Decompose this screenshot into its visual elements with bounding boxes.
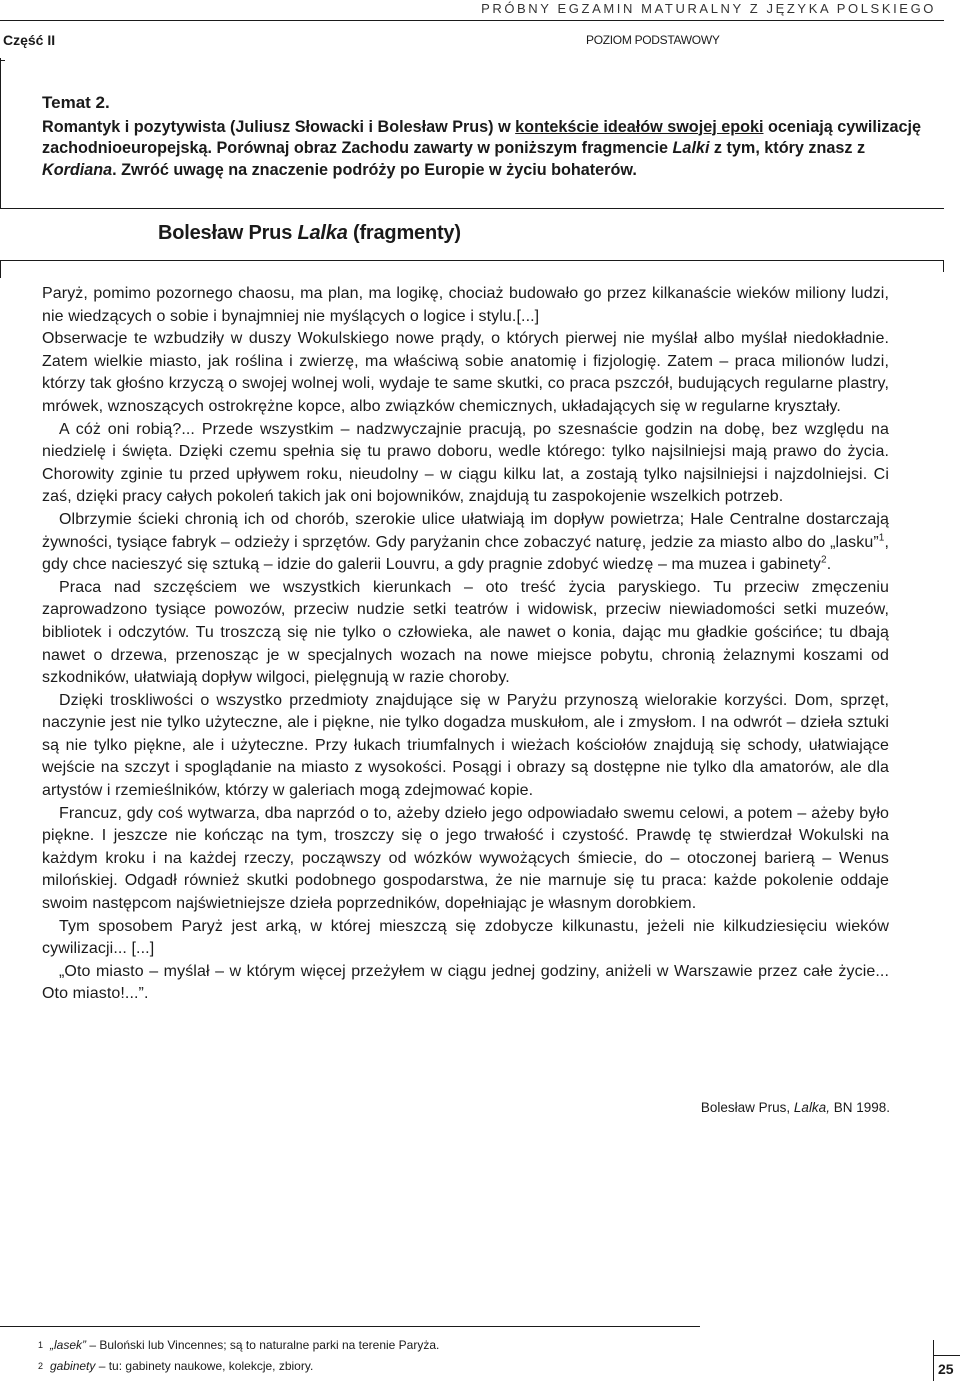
footnote-number: 2 — [38, 1361, 44, 1371]
footnote — [38, 1356, 439, 1377]
footnote-text: – tu: gabinety naukowe, kolekcje, zbiory. — [95, 1359, 314, 1373]
task-text-part: Romantyk i pozytywista (Juliusz Słowacki i Bolesław Prus) w — [42, 117, 516, 136]
left-margin-tick — [0, 60, 5, 61]
footnote-term: „lasek” — [50, 1338, 87, 1352]
passage-paragraph: Francuz, gdy coś wytwarza, dba naprzód o to, ażeby dzieło jego odpowiadało swemu celowi, a potem – ażeby było piękne. I jeszcze nie kończąc na tym, troszczy się o jego trwałość i czystość. Prawdę tę stwierdzał Wokulski na każdym kroku i na każdej rzeczy, począwszy od wózków wywożących śmiecie, do – otoczonej barierą – Wenus milońskiej. Odgadł również skutki podobnego gospodarstwa, że nie marnuje się tu praca: każde pokolenie oddaje swoim następcom najświetniejsze dzieła poprzedników, dopełniając je własnym dorobkiem. — [42, 804, 889, 913]
part-label: Część II — [3, 32, 56, 48]
passage-text — [42, 283, 889, 1006]
frame-tick — [0, 260, 1, 278]
task-block — [42, 92, 932, 181]
paragraph-part: Olbrzymie ścieki chronią ich od chorób, szerokie ulice ułatwiają im dopływ powietrza; Hale Centralne dostarczają żywności, tysiące fabryk – odzieży i sprzętów. Gdy paryżanin chce zobaczyć naturę, jedzie za miasto albo do „lasku” — [42, 510, 889, 551]
task-underlined-phrase: kontekście ideałów swojej epoki — [515, 117, 764, 136]
passage-frame-top — [0, 208, 944, 209]
footnote — [38, 1335, 440, 1356]
passage-paragraph — [42, 509, 889, 577]
passage-paragraph: A cóż oni robią?... Przede wszystkim – nadzwyczajnie pracują, po szesnaście godzin na dobę, bez względu na niedzielę i święta. Dzięki czemu spełnia się tu prawo doboru, wedle którego: tylko najsilniejsi mają prawo do życia. Chorowity zginie tu przed upływem roku, nieudolny – w ciągu kilku lat, a zostają tylko najsilniejsi i najzdolniejsi. Ci zaś, dzięki pracy całych pokoleń takich jak oni bojowników, znajdują tu zaspokojenie wszelkich potrzeb. — [42, 420, 889, 506]
page-number-rule — [933, 1340, 934, 1381]
source-citation — [701, 1100, 890, 1115]
passage-paragraph: Praca nad szczęściem we wszystkich kierunkach – oto treść życia paryskiego. Tu przeciw zmęczeniu zaprowadzono tysiące powozów, przeciw nudzie setki teatrów i widowisk, przeciw niewiadomości setki muzeów, bibliotek i odczytów. Tu troszczą się nie tylko o człowieka, ale nawet o konia, dając mu gładkie gościńce; tu dbają nawet o drzewa, przenosząc je w specjalnych wozach na nowe miejsce pobytu, chronią żelaznymi koszami od szkodników, ułatwiają dopływ wilgoci, pielęgnują w razie choroby. — [42, 578, 889, 687]
frame-tick — [0, 186, 1, 208]
frame-tick — [943, 260, 944, 272]
passage-paragraph: Paryż, pomimo pozornego chaosu, ma plan, ma logikę, chociaż budowało go przez kilkanaście wieków miliony ludzi, nie wiedzących o sobie i bynajmniej nie myślących o logice i stylu.[...] — [42, 285, 889, 325]
passage-paragraph: Dzięki troskliwości o wszystko przedmioty znajdujące się w Paryżu przynoszą wielorakie korzyści. Dom, sprzęt, naczynie jest nie tylko użyteczne, ale i piękne, nie tylko dogadza muskułom, ale i zmysłom. I na odwrót – dzieła sztuki są nie tylko piękne, ale i użyteczne. Przy łukach triumfalnych i wieżach kościołów znajdują się schody, ułatwiające wejście na szczyt i spoglądanie na miasto z wysokości. Posągi i obrazy są dostępne nie tylko dla amatorów, ale dla artystów i rzemieślników, którzy w galeriach mogą zdejmować kopie. — [42, 691, 889, 800]
footnote-ref: 1 — [878, 532, 885, 544]
passage-paragraph: „Oto miasto – myślał – w którym więcej przeżyłem w ciągu jednej godziny, aniżeli w Warszawie przez całe życie... Oto miasto!...”. — [42, 962, 889, 1003]
passage-frame-bottom — [0, 260, 944, 261]
task-title: Temat 2. — [42, 93, 110, 112]
page-number-rule — [933, 1355, 960, 1356]
citation-author: Bolesław Prus, — [700, 1100, 794, 1115]
task-text-part: oceniają cywilizację zachodnioeuropejską. Porównaj obraz Zachodu zawarty w poniższym fragmencie — [42, 117, 921, 157]
task-work-title: Kordiana — [42, 160, 113, 179]
passage-work-title: Lalka — [297, 222, 348, 244]
passage-title-suffix: (fragmenty) — [347, 222, 461, 244]
level-label: POZIOM PODSTAWOWY — [586, 33, 720, 47]
task-text-part: z tym, który znasz z — [709, 139, 866, 157]
task-work-title: Lalki — [672, 139, 710, 157]
footnote-rule — [0, 1326, 700, 1327]
passage-author: Bolesław Prus — [158, 222, 298, 244]
passage-title — [158, 222, 618, 245]
footnote-ref: 2 — [821, 554, 827, 566]
header-rule — [0, 20, 944, 21]
exam-title: PRÓBNY EGZAMIN MATURALNY Z JĘZYKA POLSKIEGO — [481, 1, 936, 16]
footnotes — [38, 1335, 440, 1377]
page-number: 25 — [938, 1361, 954, 1377]
task-text — [42, 117, 932, 182]
footnote-text: – Buloński lub Vincennes; są to naturalne parki na terenie Paryża. — [86, 1338, 440, 1352]
paragraph-part: . — [826, 556, 832, 574]
footnote-number: 1 — [38, 1340, 44, 1350]
footnote-term: gabinety — [50, 1359, 96, 1373]
left-margin-rule — [0, 58, 1, 188]
passage-paragraph: Obserwacje te wzbudziły w duszy Wokulskiego nowe prądy, o których pierwej nie myślał albo myślał niedokładnie. Zatem wielkie miasto, jak roślina i zwierzę, ma właściwą sobie anatomię i fizjologię. Zatem – praca milionów ludzi, którzy tak głośno krzyczą o swojej wolnej woli, wydaje te same skutki, co praca pszczół, budujących regularne plastry, mrówek, wznoszących ostrokrężne kopce, albo związków chemicznych, układających się w regularne kryształy. — [42, 330, 889, 415]
passage-paragraph: Tym sposobem Paryż jest arką, w której mieszczą się zdobycze kilkunastu, jeżeli nie kilkudziesięciu wieków cywilizacji... [...] — [42, 917, 889, 958]
citation-rest: BN 1998. — [829, 1100, 890, 1115]
citation-work: Lalka, — [793, 1100, 830, 1115]
task-text-part: . Zwróć uwagę na znaczenie podróży po Europie w życiu bohaterów. — [112, 160, 637, 179]
paragraph-part: , gdy chce nacieszyć się sztuką – idzie do galerii Louvru, a gdy pragnie zdobyć wiedzę – ma muzea i gabinety — [42, 533, 889, 574]
